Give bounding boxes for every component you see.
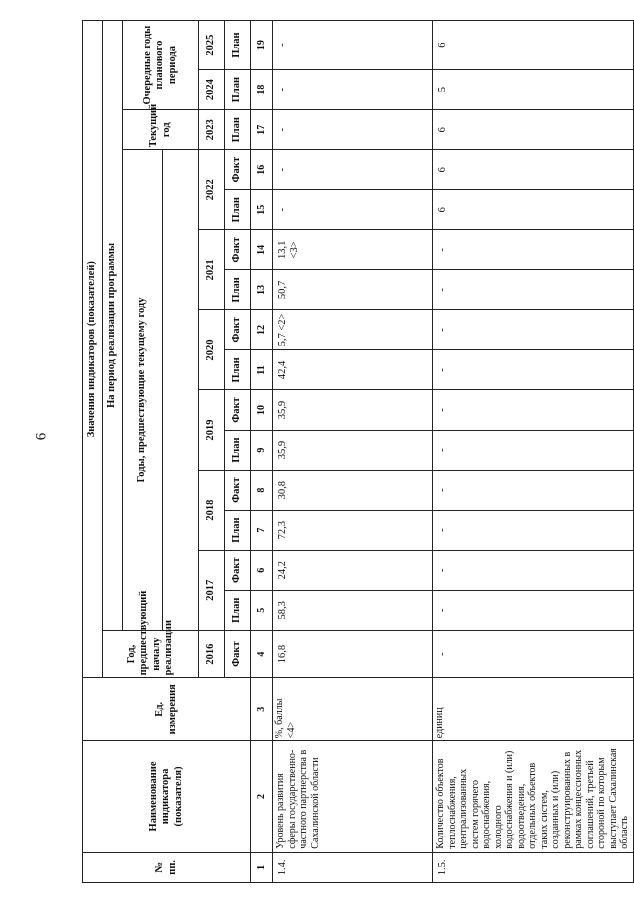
year-2022: 2022 [199,150,225,230]
column-number: 19 [251,21,273,70]
header-values: Значения индикаторов (показателей) [83,21,103,678]
value-cell: 72,3 [273,510,433,550]
value-cell: - [433,630,634,678]
value-cell: - [273,190,433,230]
column-number: 7 [251,510,273,550]
subheader-plan: План [225,510,251,550]
year-2017: 2017 [199,550,225,630]
subheader-plan: План [225,21,251,70]
value-cell: 50,7 [273,270,433,310]
subheader-plan: План [225,270,251,310]
header-next-years: Очередные годы планового периода [123,21,199,110]
value-cell: - [433,390,634,430]
value-cell: 5,7 <2> [273,310,433,350]
column-number: 5 [251,590,273,630]
column-number: 9 [251,430,273,470]
value-cell: 13,1 <3> [273,230,433,270]
indicator-table [82,20,634,883]
value-cell: - [273,21,433,70]
value-cell: 30,8 [273,470,433,510]
column-number: 16 [251,150,273,190]
subheader-plan: План [225,190,251,230]
subheader-fact: Факт [225,390,251,430]
column-number: 15 [251,190,273,230]
year-2021: 2021 [199,230,225,310]
column-number: 18 [251,70,273,110]
header-preceding-years: Годы, предшествующие текущему году [123,150,163,631]
value-cell: - [433,590,634,630]
year-2024: 2024 [199,70,225,110]
value-cell: 35,9 [273,390,433,430]
value-cell: 42,4 [273,350,433,390]
value-cell: - [433,350,634,390]
indicator-name: Количество объектов теплоснабжения, централизованных систем горячего водоснабжения, холодного водоснабжения и (или) водоотведения, отдельных объектов таких систем, созданных и (или) реконструированных в рамках концессионных соглашений, третьей стороной по которым выступает Сахалинская область [433,741,634,853]
value-cell: 6 [433,190,634,230]
header-program-period: На период реализации программы [103,21,123,631]
value-cell: - [433,510,634,550]
value-cell: 6 [433,110,634,150]
header-unit: Ед. измерения [83,678,251,741]
column-number: 3 [251,678,273,741]
value-cell: - [273,70,433,110]
year-2023: 2023 [199,110,225,150]
value-cell: 35,9 [273,430,433,470]
unit-cell: единиц [433,678,634,741]
column-number: 11 [251,350,273,390]
subheader-plan: План [225,430,251,470]
subheader-fact: Факт [225,630,251,678]
value-cell: - [433,470,634,510]
table-row [433,21,634,883]
year-2020: 2020 [199,310,225,390]
row-number: 1.4. [273,852,433,882]
column-number-row [251,21,273,883]
column-number: 4 [251,630,273,678]
header-prior-year: Год, предшествующий началу реализации [103,630,199,678]
value-cell: - [433,310,634,350]
column-number: 8 [251,470,273,510]
subheader-fact: Факт [225,310,251,350]
year-2019: 2019 [199,390,225,470]
subheader-fact: Факт [225,150,251,190]
value-cell: - [433,430,634,470]
header-name: Наименование индикатора (показателя) [83,741,251,853]
unit-cell: %, баллы <4> [273,678,433,741]
subheader-plan: План [225,590,251,630]
year-2025: 2025 [199,21,225,70]
subheader-plan: План [225,70,251,110]
column-number: 10 [251,390,273,430]
table-row [273,21,433,883]
column-number: 17 [251,110,273,150]
subheader-fact: Факт [225,470,251,510]
column-number: 13 [251,270,273,310]
value-cell: - [433,230,634,270]
value-cell: - [273,110,433,150]
subheader-fact: Факт [225,550,251,590]
header-current-year: Текущий год [123,110,199,150]
column-number: 1 [251,852,273,882]
value-cell: - [433,270,634,310]
value-cell: - [433,550,634,590]
column-number: 14 [251,230,273,270]
value-cell: 24,2 [273,550,433,590]
value-cell: 6 [433,21,634,70]
row-number: 1.5. [433,852,634,882]
value-cell: 6 [433,150,634,190]
subheader-plan: План [225,350,251,390]
page-number: 6 [33,432,50,441]
year-2018: 2018 [199,470,225,550]
subheader-fact: Факт [225,230,251,270]
header-no: № пп. [83,852,251,882]
column-number: 6 [251,550,273,590]
value-cell: 5 [433,70,634,110]
subheader-plan: План [225,110,251,150]
column-number: 2 [251,741,273,853]
value-cell: 58,3 [273,590,433,630]
indicator-name: Уровень развития сферы государственно-частного партнерства в Сахалинской области [273,741,433,853]
year-2016: 2016 [199,630,225,678]
value-cell: 16,8 [273,630,433,678]
column-number: 12 [251,310,273,350]
indicator-table-sheet [82,20,630,883]
value-cell: - [273,150,433,190]
